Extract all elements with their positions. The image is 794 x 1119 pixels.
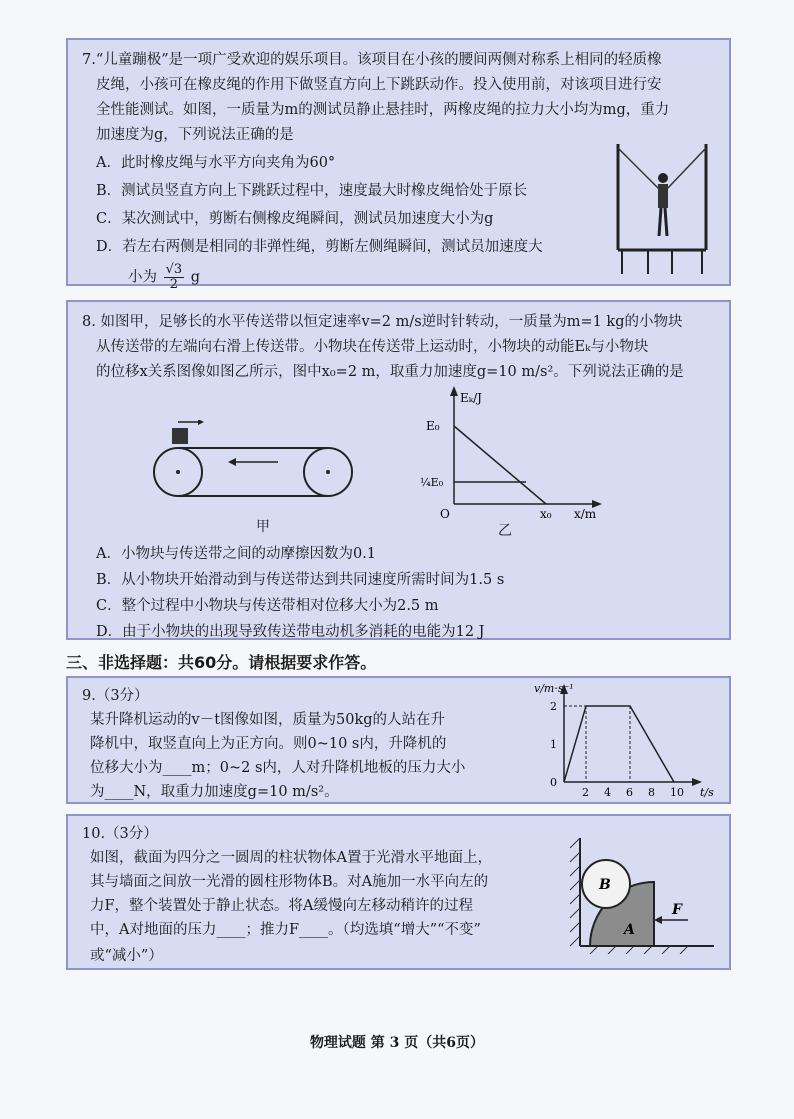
vt-series-line — [564, 706, 674, 782]
vt-x-tick-10: 10 — [670, 786, 684, 799]
q10-line-6: 或“减小”） — [90, 948, 163, 964]
label-a: A — [624, 922, 635, 938]
q7-option-d: D．若左右两侧是相同的非弹性绳，剪断左侧绳瞬间，测试员加速度大 — [96, 239, 543, 255]
q8-option-d: D．由于小物块的出现导致传送带电动机多消耗的电能为12 J — [96, 624, 485, 640]
bungee-figure — [608, 138, 718, 278]
q10-line-3: 其与墙面之间放一光滑的圆柱形物体B。对A施加一水平向左的 — [90, 874, 489, 890]
energy-xtick: x₀ — [540, 507, 552, 521]
q7-option-a: A．此时橡皮绳与水平方向夹角为60° — [96, 155, 336, 171]
q7-line-3: 全性能测试。如图，一质量为m的测试员静止悬挂时，两橡皮绳的拉力大小均为mg，重力 — [96, 102, 670, 118]
q7-line-2: 皮绳，小孩可在橡皮绳的作用下做竖直方向上下跳跃动作。投入使用前，对该项目进行安 — [96, 77, 662, 93]
vt-y-tick-0: 0 — [550, 776, 557, 789]
question-8-box — [66, 300, 731, 640]
q9-line-1: 9.（3分） — [82, 688, 149, 704]
q9-line-4: 位移大小为____m；0~2 s内，人对升降机地板的压力大小 — [90, 760, 466, 776]
section-3-heading: 三、非选择题：共60分。请根据要求作答。 — [66, 653, 377, 672]
q7-d-fraction — [164, 263, 185, 292]
q7-line-4: 加速度为g，下列说法正确的是 — [96, 127, 294, 143]
vt-xlabel: t/s — [700, 786, 714, 799]
q8-line-1: 8. 如图甲，足够长的水平传送带以恒定速率v=2 m/s逆时针转动，一质量为m=1 kg的小物块 — [82, 314, 683, 330]
q10-line-1: 10.（3分） — [82, 826, 158, 842]
vt-x-tick-2: 2 — [582, 786, 589, 799]
q10-line-2: 如图，截面为四分之一圆周的柱状物体A置于光滑水平地面上， — [90, 850, 492, 866]
energy-xlabel: x/m — [574, 507, 597, 521]
q8-line-2: 从传送带的左端向右滑上传送带。小物块在传送带上运动时，小物块的动能Eₖ与小物块 — [96, 339, 649, 355]
q9-line-3: 降机中，取竖直向上为正方向。则0~10 s内，升降机的 — [90, 736, 447, 752]
q9-line-5: 为____N，取重力加速度g=10 m/s²。 — [90, 784, 339, 800]
vt-y-tick-2: 2 — [550, 700, 557, 713]
label-b: B — [599, 877, 611, 893]
q8-line-3: 的位移x关系图像如图乙所示，图中x₀=2 m，取重力加速度g=10 m/s²。下列说法正确的是 — [96, 364, 684, 380]
energy-origin: O — [440, 507, 450, 521]
question-9-box — [66, 676, 731, 804]
vt-x-tick-4: 4 — [604, 786, 611, 799]
q7-line-1: 7.“儿童蹦极”是一项广受欢迎的娱乐项目。该项目在小孩的腰间两侧对称系上相同的轻质橡 — [82, 52, 662, 68]
q10-line-5: 中，A对地面的压力____；推力F____。（均选填“增大”“不变” — [90, 922, 481, 938]
energy-ytop: E₀ — [426, 419, 440, 433]
label-f: F — [672, 902, 682, 918]
q9-line-2: 某升降机运动的v－t图像如图，质量为50kg的人站在升 — [90, 712, 446, 728]
q7-option-b: B．测试员竖直方向上下跳跃过程中，速度最大时橡皮绳恰处于原长 — [96, 183, 528, 199]
fig-jia-label: 甲 — [256, 519, 270, 535]
q7-d-prefix: 小为 — [128, 269, 157, 286]
energy-ylow: ¼E₀ — [420, 476, 444, 489]
energy-ylabel: Eₖ/J — [460, 391, 482, 405]
page-footer: 物理试题 第 3 页（共6页） — [309, 1035, 485, 1051]
vt-x-tick-8: 8 — [648, 786, 655, 799]
q7-d-frac-bot: 2 — [169, 277, 179, 292]
q7-option-c: C．某次测试中，剪断右侧橡皮绳瞬间，测试员加速度大小为g — [96, 211, 494, 227]
wall-figure — [568, 834, 718, 954]
q8-option-a: A．小物块与传送带之间的动摩擦因数为0.1 — [96, 546, 377, 562]
vt-x-tick-6: 6 — [626, 786, 633, 799]
vt-x-arrow — [692, 778, 702, 786]
q7-option-d-tail — [128, 263, 200, 292]
fig-yi-label: 乙 — [498, 523, 512, 539]
energy-graph — [414, 384, 624, 524]
vt-chart — [518, 682, 728, 802]
vt-y-tick-1: 1 — [550, 738, 557, 751]
q10-line-4: 力F，整个装置处于静止状态。将A缓慢向左移动稍许的过程 — [90, 898, 474, 914]
conveyor-figure — [148, 420, 358, 504]
vt-ylabel: v/m·s⁻¹ — [534, 682, 574, 695]
q7-d-suffix: g — [190, 269, 201, 286]
q7-d-frac-top: √3 — [165, 262, 183, 277]
block — [172, 428, 188, 444]
question-10-box — [66, 814, 731, 970]
q8-option-c: C．整个过程中小物块与传送带相对位移大小为2.5 m — [96, 598, 439, 614]
q8-option-b: B．从小物块开始滑动到与传送带达到共同速度所需时间为1.5 s — [96, 572, 505, 588]
question-7-box — [66, 38, 731, 292]
